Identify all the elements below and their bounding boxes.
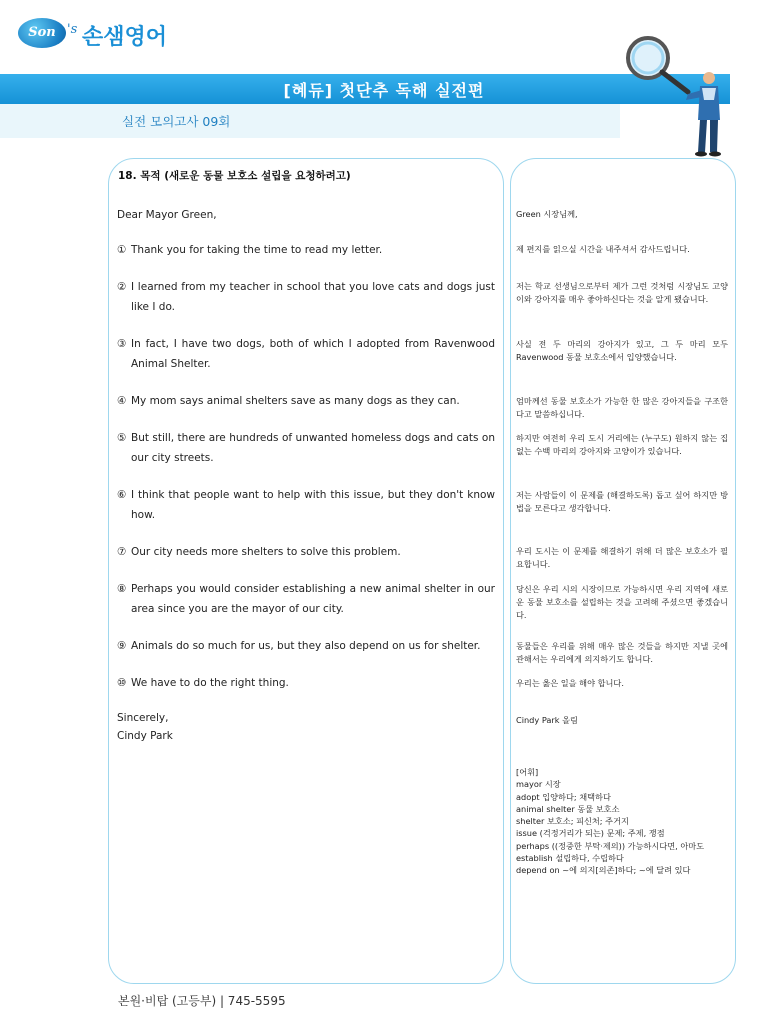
sentence-number: ⑥ bbox=[117, 489, 127, 501]
vocabulary-item: shelter 보호소; 피신처; 주거지 bbox=[516, 816, 629, 827]
vocabulary-item: establish 설립하다, 수립하다 bbox=[516, 853, 624, 864]
sentence-text: We have to do the right thing. bbox=[131, 677, 289, 689]
sentence-text: I learned from my teacher in school that you love cats and dogs just like I do. bbox=[131, 281, 495, 313]
english-signature: Cindy Park bbox=[117, 730, 173, 742]
korean-sentence: 당신은 우리 시의 시장이므로 가능하시면 우리 지역에 새로운 동물 보호소를 설립하는 것을 고려해 주셨으면 좋겠습니다. bbox=[516, 584, 728, 620]
korean-greeting: Green 시장님께, bbox=[516, 209, 578, 219]
vocabulary-item: perhaps ((정중한 부탁·제의)) 가능하시다면, 아마도 bbox=[516, 840, 705, 851]
page-title: [혜듀] 첫단추 독해 실전편 bbox=[283, 81, 485, 100]
korean-sentence: 사실 전 두 마리의 강아지가 있고, 그 두 마리 모두 Ravenwood 동물 보호소에서 입양했습니다. bbox=[516, 339, 728, 362]
sentence-number: ③ bbox=[117, 338, 127, 350]
vocabulary-item: adopt 입양하다; 채택하다 bbox=[516, 791, 611, 802]
vocabulary-item: mayor 시장 bbox=[516, 779, 561, 790]
korean-sentence: 동물들은 우리를 위해 매우 많은 것들을 하지만 지낼 곳에 관해서는 우리에게 의지하기도 합니다. bbox=[516, 641, 728, 664]
english-sentence bbox=[117, 428, 495, 468]
logo-badge: Son bbox=[18, 18, 66, 48]
vocabulary-item: issue (걱정거리가 되는) 문제; 주제, 쟁점 bbox=[516, 828, 665, 839]
korean-sentence: 저는 사람들이 이 문제를 (해결하도록) 돕고 싶어 하지만 방법을 모른다고 생각합니다. bbox=[516, 490, 728, 513]
korean-sentence: 우리는 옳은 일을 해야 합니다. bbox=[516, 678, 624, 688]
sentence-number: ② bbox=[117, 281, 127, 293]
sentence-number: ⑨ bbox=[117, 640, 127, 652]
english-sentence bbox=[117, 277, 495, 317]
vocabulary-item: animal shelter 동물 보호소 bbox=[516, 803, 620, 814]
english-sentence bbox=[117, 485, 495, 525]
english-sentence bbox=[117, 673, 495, 693]
english-sentence bbox=[117, 240, 495, 260]
korean-signature: Cindy Park 올림 bbox=[516, 715, 578, 725]
sentence-text: Thank you for taking the time to read my letter. bbox=[131, 244, 383, 256]
vocabulary-item: depend on ~에 의지[의존]하다; ~에 달려 있다 bbox=[516, 865, 691, 876]
sentence-number: ① bbox=[117, 244, 127, 256]
sentence-text: Perhaps you would consider establishing a new animal shelter in our area since you are the mayor of our city. bbox=[131, 583, 495, 615]
logo-name: 손샘영어 bbox=[82, 25, 168, 50]
korean-sentence: 저는 학교 선생님으로부터 제가 그런 것처럼 시장님도 고양이와 강아지를 매우 좋아하신다는 것을 알게 됐습니다. bbox=[516, 281, 728, 304]
english-sentence bbox=[117, 542, 495, 562]
sentence-number: ⑧ bbox=[117, 583, 127, 595]
sentence-number: ⑦ bbox=[117, 546, 127, 558]
sentence-number: ⑤ bbox=[117, 432, 127, 444]
page-subtitle: 실전 모의고사 09회 bbox=[122, 114, 231, 129]
sentence-text: My mom says animal shelters save as many dogs as they can. bbox=[131, 395, 460, 407]
question-title: 18. 목적 (새로운 동물 보호소 설립을 요청하려고) bbox=[118, 170, 351, 182]
sentence-text: But still, there are hundreds of unwanted homeless dogs and cats on our city streets. bbox=[131, 432, 495, 464]
sentence-number: ④ bbox=[117, 395, 127, 407]
korean-sentence: 엄마께선 동물 보호소가 가능한 한 많은 강아지들을 구조한다고 말씀하십니다. bbox=[516, 396, 728, 419]
english-sentence bbox=[117, 636, 495, 656]
korean-sentence: 하지만 여전히 우리 도시 거리에는 (누구도) 원하지 않는 집 없는 수백 마리의 강아지와 고양이가 있습니다. bbox=[516, 433, 728, 456]
english-sentence bbox=[117, 391, 495, 411]
english-greeting: Dear Mayor Green, bbox=[117, 209, 217, 221]
sentence-text: In fact, I have two dogs, both of which I adopted from Ravenwood Animal Shelter. bbox=[131, 338, 495, 370]
vocabulary-heading: [어휘] bbox=[516, 767, 539, 777]
sentence-number: ⑩ bbox=[117, 677, 127, 689]
magnifier-person-icon bbox=[604, 30, 754, 160]
sentence-text: I think that people want to help with this issue, but they don't know how. bbox=[131, 489, 495, 521]
logo-apostrophe: 's bbox=[67, 22, 78, 37]
english-sentence bbox=[117, 579, 495, 619]
footer-contact: 본원·비탑 (고등부) | 745-5595 bbox=[118, 994, 286, 1008]
sentence-text: Animals do so much for us, but they also depend on us for shelter. bbox=[131, 640, 481, 652]
sentence-text: Our city needs more shelters to solve this problem. bbox=[131, 546, 401, 558]
korean-sentence: 제 편지를 읽으실 시간을 내주셔서 감사드립니다. bbox=[516, 244, 690, 254]
english-closing: Sincerely, bbox=[117, 712, 169, 724]
vocabulary-list bbox=[516, 766, 728, 877]
korean-sentence: 우리 도시는 이 문제를 해결하기 위해 더 많은 보호소가 필요합니다. bbox=[516, 546, 728, 569]
english-sentence bbox=[117, 334, 495, 374]
subtitle-band bbox=[0, 104, 620, 138]
